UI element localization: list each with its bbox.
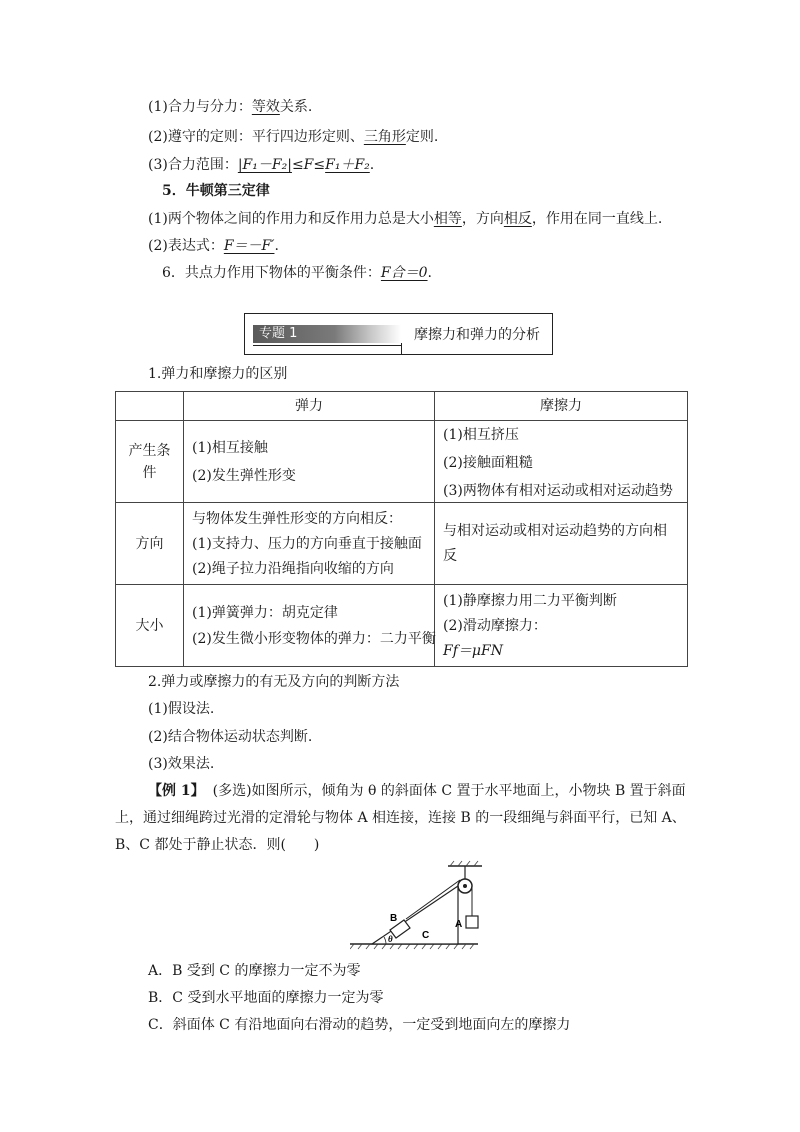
- intro-item-1-prefix: (1)合力与分力：: [148, 99, 252, 115]
- cell-line: (2)绳子拉力沿绳指向收缩的方向: [192, 560, 394, 577]
- law5-item-1: [148, 209, 662, 229]
- block-a: [466, 916, 478, 928]
- section-1-title: 1.弹力和摩擦力的区别: [148, 366, 288, 382]
- cell-line: (1)相互挤压: [443, 426, 519, 443]
- option-a: A．B 受到 C 的摩擦力一定不为零: [148, 963, 361, 979]
- option-c: C．斜面体 C 有沿地面向右滑动的趋势，一定受到地面向左的摩擦力: [148, 1017, 571, 1033]
- method-3: (3)效果法.: [148, 756, 215, 772]
- topic-tick: [401, 343, 402, 355]
- cell-line: (2)滑动摩擦力：: [443, 617, 547, 634]
- row-label-line: 产生条: [128, 442, 171, 459]
- topic-title: 摩擦力和弹力的分析: [414, 327, 540, 343]
- intro-item-1-answer: 等效: [251, 99, 280, 115]
- intro-item-1-suffix: 关系.: [279, 99, 313, 115]
- law6-formula: F合＝0: [380, 265, 428, 281]
- intro-item-3-suffix: .: [369, 157, 375, 173]
- cell-line: (3)两物体有相对运动或相对运动趋势: [443, 482, 673, 499]
- law5-item-1-b: ，方向: [461, 211, 504, 227]
- table-header-elastic: 弹力: [184, 392, 435, 421]
- section-2-title: 2.弹力或摩擦力的有无及方向的判断方法: [148, 674, 400, 690]
- cell-line: (2)发生微小形变物体的弹力：二力平衡: [192, 630, 436, 647]
- option-b: B．C 受到水平地面的摩擦力一定为零: [148, 990, 384, 1006]
- label-b: B: [390, 913, 398, 924]
- cell-line: 与物体发生弹性形变的方向相反：: [192, 510, 402, 527]
- table-header-row: [116, 392, 688, 421]
- topic-tag: 专题 1: [253, 325, 401, 343]
- comparison-table: [115, 391, 688, 667]
- table-header-friction: 摩擦力: [435, 392, 688, 421]
- method-1: (1)假设法.: [148, 701, 215, 717]
- cell-elastic-magnitude: [184, 585, 435, 667]
- law5-answer-equal: 相等: [433, 211, 462, 227]
- cell-line: (2)接触面粗糙: [443, 454, 533, 471]
- law5-item-2-suffix: .: [274, 238, 279, 254]
- example-line-2: 上，通过细绳跨过光滑的定滑轮与物体 A 相连接，连接 B 的一段细绳与斜面平行，已知 A、: [115, 810, 686, 826]
- intro-item-3-prefix: (3)合力范围：: [148, 157, 238, 173]
- example-tag: 【例 1】: [148, 783, 205, 799]
- intro-item-2-answer: 三角形: [363, 129, 406, 145]
- cell-line: (1)静摩擦力用二力平衡判断: [443, 592, 617, 609]
- row-label-line: 件: [142, 464, 157, 481]
- topic-banner: [244, 313, 553, 355]
- law5-answer-opposite: 相反: [503, 211, 532, 227]
- intro-item-3: [148, 155, 374, 175]
- table-row-direction: [116, 503, 688, 585]
- cell-line: (1)弹簧弹力：胡克定律: [192, 604, 338, 621]
- law5-item-2-prefix: (2)表达式：: [148, 238, 224, 254]
- table-header-empty: [116, 392, 184, 421]
- intro-item-2-suffix: 定则.: [405, 129, 439, 145]
- cell-line: (2)发生弹性形变: [192, 467, 296, 484]
- cell-line: 反: [443, 548, 457, 564]
- intro-item-1: [148, 97, 312, 117]
- row-label-conditions: [116, 421, 184, 503]
- cell-friction-magnitude: [435, 585, 688, 667]
- law5-item-2: [148, 236, 279, 256]
- intro-item-3-answer-2: F₁＋F₂: [325, 157, 370, 173]
- table-row-magnitude: [116, 585, 688, 667]
- label-a: A: [455, 919, 463, 930]
- label-c: C: [422, 930, 430, 941]
- law5-heading: 5．牛顿第三定律: [162, 183, 270, 199]
- incline-diagram: [350, 850, 500, 950]
- cell-line: 与相对运动或相对运动趋势的方向相: [443, 523, 667, 539]
- cell-friction-conditions: [435, 421, 688, 503]
- cell-line-formula: Ff＝μFN: [443, 642, 503, 659]
- example-line-1: [148, 781, 686, 801]
- law6-prefix: 6．共点力作用下物体的平衡条件：: [162, 265, 381, 281]
- law5-formula: F＝－F′: [223, 238, 275, 254]
- law6: [162, 263, 432, 283]
- law5-item-1-a: (1)两个物体之间的作用力和反作用力总是大小: [148, 211, 434, 227]
- intro-item-3-answer-1: |F₁－F₂|: [237, 157, 292, 173]
- incline-body: [372, 886, 458, 944]
- example-text-1: (多选)如图所示，倾角为 θ 的斜面体 C 置于水平地面上，小物块 B 置于斜面: [212, 783, 686, 799]
- intro-item-2: [148, 127, 438, 147]
- example-line-3: B、C 都处于静止状态．则( ): [115, 837, 320, 853]
- incline-pulley-figure: [350, 850, 500, 950]
- intro-item-2-prefix: (2)遵守的定则：平行四边形定则、: [148, 129, 364, 145]
- pulley-axle: [463, 884, 467, 888]
- row-label-magnitude: 大小: [116, 585, 184, 667]
- intro-item-3-middle: ≤F≤: [291, 157, 326, 173]
- row-label-direction: 方向: [116, 503, 184, 585]
- table-row-conditions: [116, 421, 688, 503]
- cell-friction-direction: [435, 503, 688, 585]
- law5-item-1-c: ，作用在同一直线上.: [531, 211, 663, 227]
- label-theta: θ: [388, 934, 393, 944]
- cell-elastic-direction: [184, 503, 435, 585]
- topic-rule: [253, 345, 401, 346]
- cell-elastic-conditions: [184, 421, 435, 503]
- cell-line: (1)支持力、压力的方向垂直于接触面: [192, 535, 422, 552]
- cell-line: (1)相互接触: [192, 439, 268, 456]
- law6-suffix: .: [427, 265, 432, 281]
- method-2: (2)结合物体运动状态判断.: [148, 729, 313, 745]
